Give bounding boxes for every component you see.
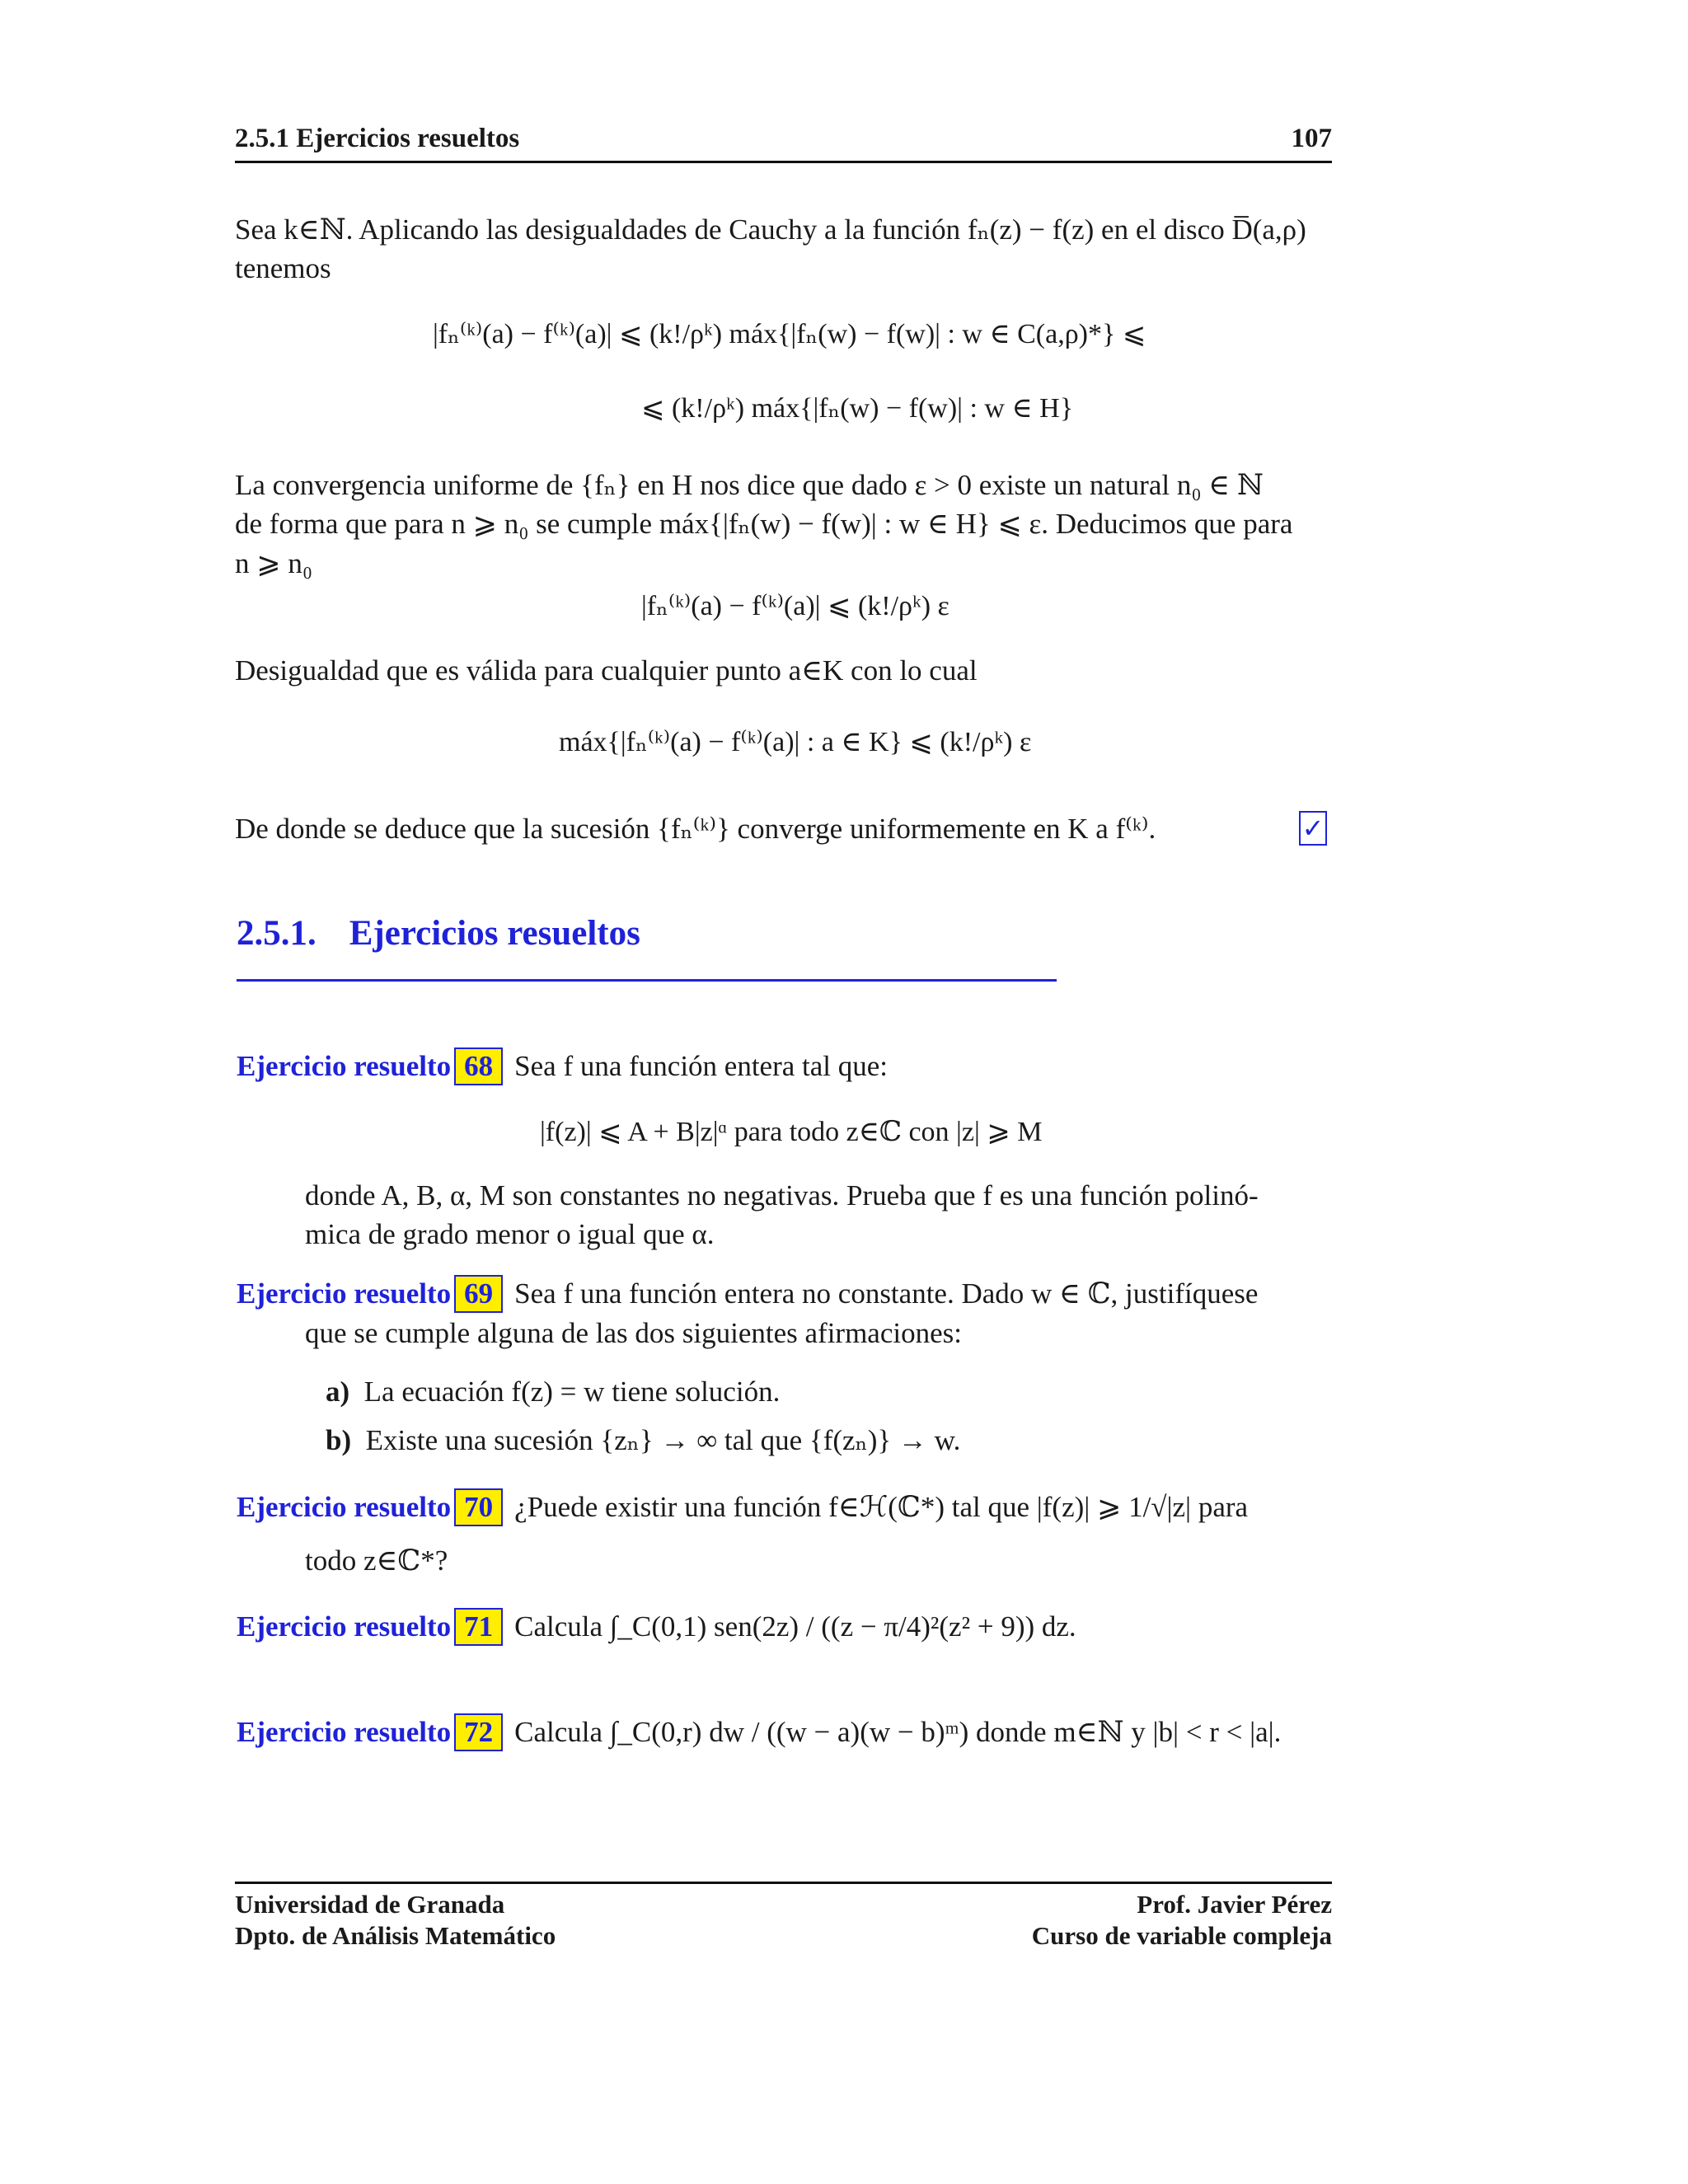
- exercise-70: [237, 1488, 1248, 1527]
- proof-paragraph-1-line-2: tenemos: [235, 252, 331, 284]
- exercise-69-item-b: [326, 1421, 960, 1460]
- exercise-72: [237, 1713, 1281, 1752]
- running-header-section: 2.5.1 Ejercicios resueltos: [235, 124, 520, 153]
- exercise-label: Ejercicio resuelto: [237, 1277, 452, 1310]
- exercise-70-line-2: todo z∈ℂ*?: [305, 1544, 448, 1577]
- proof-paragraph-3: Desigualdad que es válida para cualquier punto a∈K con lo cual: [235, 654, 978, 687]
- exercise-number-badge: 68: [454, 1047, 503, 1085]
- exercise-70-line-1: ¿Puede existir una función f∈ℋ(ℂ*) tal que |f(z)| ⩾ 1/√|z| para: [514, 1491, 1249, 1523]
- exercise-number-badge: 70: [454, 1488, 503, 1526]
- exercise-68-line-3: mica de grado menor o igual que α.: [305, 1218, 715, 1250]
- header-rule: [235, 161, 1332, 163]
- equation-1-line-2: ⩽ (k!/ρᵏ) máx{|fₙ(w) − f(w)| : w ∈ H}: [641, 393, 1074, 424]
- exercise-69-item-a: [326, 1372, 780, 1412]
- exercise-label: Ejercicio resuelto: [237, 1050, 452, 1082]
- exercise-68-line-1: Sea f una función entera tal que:: [514, 1050, 889, 1082]
- exercise-69-line-2: que se cumple alguna de las dos siguientes afirmaciones:: [305, 1317, 962, 1349]
- exercise-69-line-1: Sea f una función entera no constante. Dado w ∈ ℂ, justifíquese: [514, 1277, 1259, 1310]
- footer-course: Curso de variable compleja: [1031, 1921, 1332, 1950]
- equation-2: |fₙ⁽ᵏ⁾(a) − f⁽ᵏ⁾(a)| ⩽ (k!/ρᵏ) ε: [641, 591, 950, 621]
- section-number: 2.5.1.: [237, 914, 316, 953]
- exercise-71: [237, 1607, 1076, 1647]
- item-a-text: La ecuación f(z) = w tiene solución.: [363, 1376, 781, 1408]
- footer-author: Prof. Javier Pérez: [1137, 1890, 1332, 1919]
- item-b-text: Existe una sucesión {zₙ} → ∞ tal que {f(zₙ)} → w.: [365, 1424, 961, 1456]
- exercise-label: Ejercicio resuelto: [237, 1716, 452, 1748]
- footer-rule: [235, 1882, 1332, 1884]
- exercise-68-line-2: donde A, B, α, M son constantes no negativas. Prueba que f es una función polinó-: [305, 1179, 1259, 1212]
- proof-paragraph-2-line-3: n ⩾ n₀: [235, 547, 313, 579]
- proof-paragraph-2-line-1: La convergencia uniforme de {fₙ} en H nos dice que dado ε > 0 existe un natural n₀ ∈ ℕ: [235, 469, 1264, 501]
- page-number: 107: [1291, 124, 1332, 153]
- proof-paragraph-1-line-1: Sea k∈ℕ. Aplicando las desigualdades de Cauchy a la función fₙ(z) − f(z) en el disco D̅(a,ρ): [235, 213, 1306, 246]
- item-b-label: b): [326, 1424, 352, 1456]
- section-rule: [237, 979, 1057, 982]
- exercise-68-formula: |f(z)| ⩽ A + B|z|ᵅ para todo z∈ℂ con |z| ⩾ M: [540, 1117, 1043, 1147]
- exercise-72-line-1: Calcula ∫_C(0,r) dw / ((w − a)(w − b)ᵐ) donde m∈ℕ y |b| < r < |a|.: [514, 1716, 1282, 1748]
- exercise-68: [237, 1047, 888, 1086]
- footer-department: Dpto. de Análisis Matemático: [235, 1921, 556, 1950]
- section-title: Ejercicios resueltos: [349, 914, 640, 953]
- proof-paragraph-2-line-2: de forma que para n ⩾ n₀ se cumple máx{|fₙ(w) − f(w)| : w ∈ H} ⩽ ε. Deducimos que para: [235, 508, 1293, 540]
- exercise-number-badge: 72: [454, 1713, 503, 1751]
- item-a-label: a): [326, 1376, 350, 1408]
- footer-university: Universidad de Granada: [235, 1890, 505, 1919]
- exercise-number-badge: 71: [454, 1608, 503, 1646]
- exercise-number-badge: 69: [454, 1275, 503, 1313]
- exercise-label: Ejercicio resuelto: [237, 1491, 452, 1523]
- exercise-label: Ejercicio resuelto: [237, 1610, 452, 1643]
- section-heading: [237, 913, 640, 954]
- equation-3: máx{|fₙ⁽ᵏ⁾(a) − f⁽ᵏ⁾(a)| : a ∈ K} ⩽ (k!/ρᵏ) ε: [559, 727, 1032, 757]
- exercise-69: [237, 1274, 1258, 1314]
- qed-check-icon: ✓: [1299, 811, 1327, 846]
- proof-paragraph-4: De donde se deduce que la sucesión {fₙ⁽ᵏ⁾} converge uniformemente en K a f⁽ᵏ⁾.: [235, 813, 1156, 845]
- equation-1-line-1: |fₙ⁽ᵏ⁾(a) − f⁽ᵏ⁾(a)| ⩽ (k!/ρᵏ) máx{|fₙ(w) − f(w)| : w ∈ C(a,ρ)*} ⩽: [433, 319, 1146, 349]
- exercise-71-line-1: Calcula ∫_C(0,1) sen(2z) / ((z − π/4)²(z² + 9)) dz.: [514, 1610, 1076, 1643]
